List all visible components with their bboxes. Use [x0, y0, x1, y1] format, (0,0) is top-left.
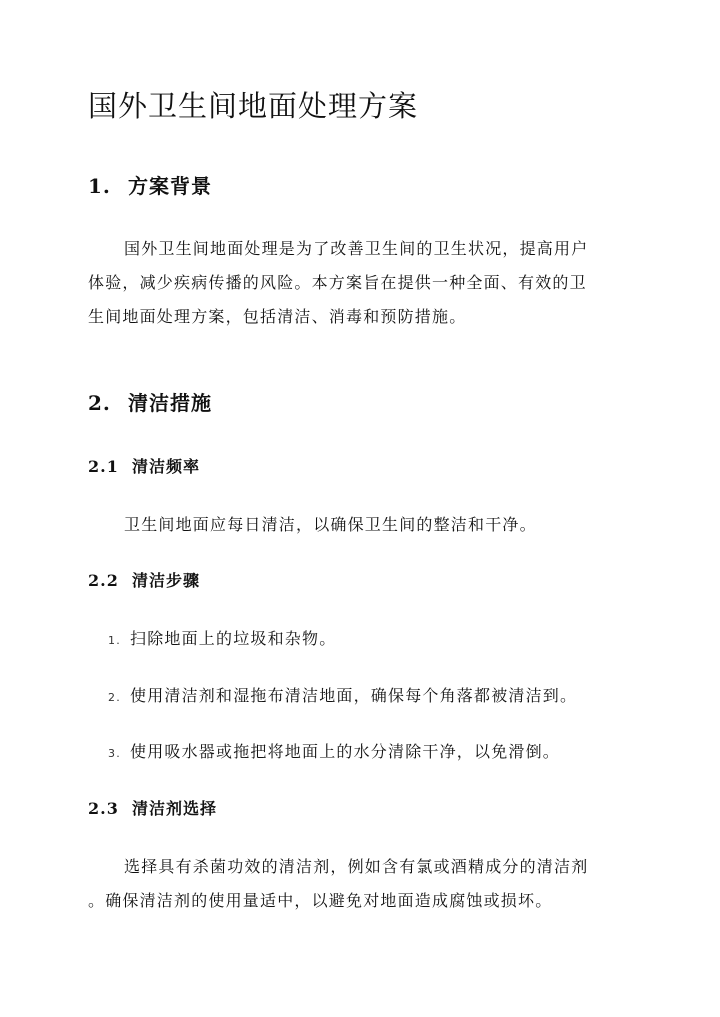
subsection-title: 清洁剂选择 — [132, 799, 218, 818]
paragraph-line: 体验，减少疾病传播的风险。本方案旨在提供一种全面、有效的卫 — [88, 273, 587, 292]
list-item — [108, 740, 560, 766]
list-marker: 3. — [108, 747, 121, 760]
subsection-number: 2.2 — [88, 571, 119, 590]
section-number: 2. — [88, 391, 111, 415]
section-heading-background — [88, 172, 212, 200]
list-item-text: 使用清洁剂和湿拖布清洁地面，确保每个角落都被清洁到。 — [130, 686, 578, 705]
subsection-number: 2.1 — [88, 457, 119, 476]
subsection-heading-steps — [88, 569, 200, 593]
frequency-paragraph — [88, 508, 633, 542]
paragraph-line: 选择具有杀菌功效的清洁剂，例如含有氯或酒精成分的清洁剂 — [124, 857, 589, 876]
subsection-heading-detergent — [88, 797, 217, 821]
section-title: 方案背景 — [128, 174, 212, 198]
list-item-text: 扫除地面上的垃圾和杂物。 — [130, 629, 337, 648]
list-item-text: 使用吸水器或拖把将地面上的水分清除干净，以免滑倒。 — [130, 742, 561, 761]
paragraph-line: 国外卫生间地面处理是为了改善卫生间的卫生状况，提高用户 — [124, 239, 589, 258]
subsection-number: 2.3 — [88, 799, 119, 818]
list-marker: 1. — [108, 634, 121, 647]
background-paragraph — [88, 232, 633, 334]
paragraph-line: 卫生间地面应每日清洁，以确保卫生间的整洁和干净。 — [124, 515, 537, 534]
subsection-title: 清洁步骤 — [132, 571, 201, 590]
paragraph-line: 。确保清洁剂的使用量适中，以避免对地面造成腐蚀或损坏。 — [88, 891, 553, 910]
list-item — [108, 684, 577, 710]
paragraph-line: 生间地面处理方案，包括清洁、消毒和预防措施。 — [88, 307, 467, 326]
detergent-paragraph — [88, 850, 633, 918]
subsection-title: 清洁频率 — [132, 457, 201, 476]
subsection-heading-frequency — [88, 455, 200, 479]
list-marker: 2. — [108, 691, 121, 704]
section-heading-cleaning — [88, 389, 212, 417]
section-number: 1. — [88, 174, 111, 198]
document-title: 国外卫生间地面处理方案 — [88, 89, 419, 123]
section-title: 清洁措施 — [128, 391, 212, 415]
list-item — [108, 627, 336, 653]
